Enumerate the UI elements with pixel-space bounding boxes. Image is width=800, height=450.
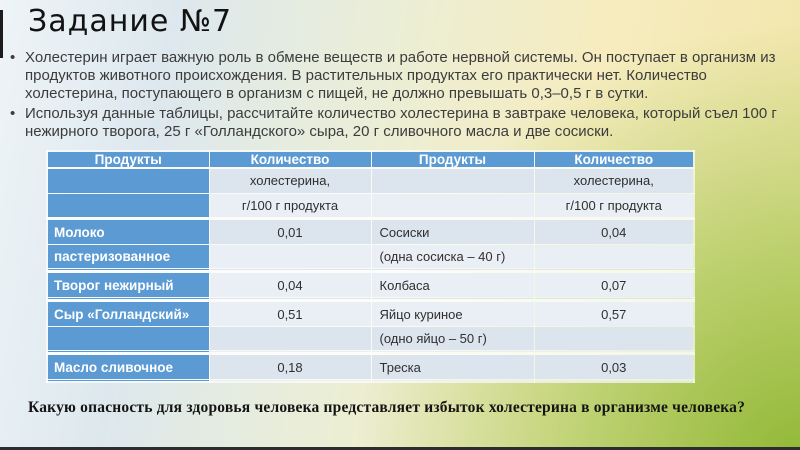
product-cell: пастеризованное — [47, 245, 209, 269]
value-cell: 0,03 — [534, 354, 694, 380]
value-cell: 0,57 — [534, 301, 694, 327]
table-row — [47, 380, 694, 382]
value-cell: 0,51 — [209, 301, 371, 327]
column-header-amount-right: Количество — [534, 151, 694, 168]
question-text: Какую опасность для здоровья человека представляет избыток холестерина в организме человека? — [28, 399, 746, 416]
product-cell: (одна сосиска – 40 г) — [371, 245, 534, 269]
product-cell — [47, 168, 209, 193]
value-cell — [534, 245, 694, 269]
bullet-marker: • — [10, 105, 16, 122]
column-header-products-right: Продукты — [371, 151, 534, 168]
table-row — [47, 245, 694, 269]
column-header-amount-left: Количество — [209, 151, 371, 168]
left-edge-artifact — [0, 10, 3, 58]
product-cell: Творог нежирный — [47, 272, 209, 298]
product-cell — [371, 193, 534, 219]
product-cell — [47, 380, 209, 382]
value-cell: 0,01 — [209, 219, 371, 245]
value-cell: холестерина, — [534, 168, 694, 193]
value-cell: г/100 г продукта — [209, 193, 371, 219]
product-cell — [47, 327, 209, 351]
value-cell: холестерина, — [209, 168, 371, 193]
table-row — [47, 327, 694, 351]
slide-title: Задание №7 — [28, 4, 233, 39]
table-header-row — [47, 151, 694, 168]
table-row — [47, 301, 694, 327]
product-cell: Яйцо куриное — [371, 301, 534, 327]
bullet-item — [8, 105, 794, 141]
cholesterol-table — [46, 150, 695, 383]
value-cell: 0,04 — [209, 272, 371, 298]
value-cell: г/100 г продукта — [534, 193, 694, 219]
table-row — [47, 272, 694, 298]
product-cell: Треска — [371, 354, 534, 380]
value-cell — [209, 380, 371, 382]
value-cell: 0,07 — [534, 272, 694, 298]
value-cell: 0,04 — [534, 219, 694, 245]
value-cell — [209, 245, 371, 269]
product-cell: Молоко — [47, 219, 209, 245]
bullet-text: Используя данные таблицы, рассчитайте количество холестерина в завтраке человека, который съел 100 г нежирного творога, 25 г «Голландского» сыра, 20 г сливочного масла и две сосиски. — [25, 105, 777, 140]
product-cell — [371, 380, 534, 382]
bullet-item — [8, 49, 794, 103]
product-cell — [47, 193, 209, 219]
table-row — [47, 168, 694, 193]
value-cell — [209, 327, 371, 351]
product-cell: (одно яйцо – 50 г) — [371, 327, 534, 351]
bullet-marker: • — [10, 49, 16, 66]
column-header-products-left: Продукты — [47, 151, 209, 168]
table-row — [47, 354, 694, 380]
value-cell: 0,18 — [209, 354, 371, 380]
value-cell — [534, 380, 694, 382]
table-row — [47, 219, 694, 245]
table-row — [47, 193, 694, 219]
bullet-text: Холестерин играет важную роль в обмене веществ и работе нервной системы. Он поступает в организм из продуктов животного происхождения. В растительных продуктах его практически нет. Количество холестерина, поступающего в организм с пищей, не должно превышать 0,3–0,5 г в сутки. — [25, 49, 776, 102]
value-cell — [534, 327, 694, 351]
product-cell — [371, 168, 534, 193]
table-body — [47, 168, 694, 382]
product-cell: Сосиски — [371, 219, 534, 245]
bullet-list — [8, 49, 794, 143]
product-cell: Колбаса — [371, 272, 534, 298]
product-cell: Сыр «Голландский» — [47, 301, 209, 327]
product-cell: Масло сливочное — [47, 354, 209, 380]
